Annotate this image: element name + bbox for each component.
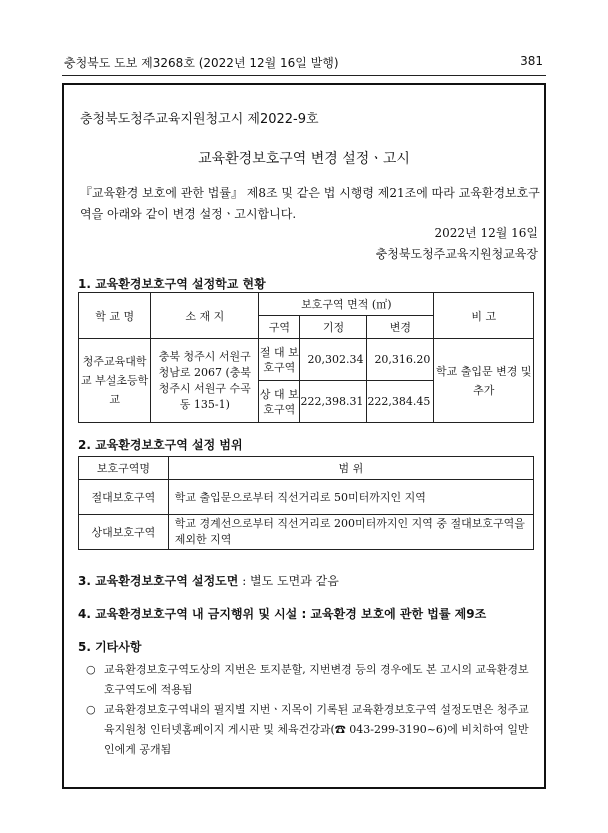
relative-changed: 222,384.45 bbox=[367, 381, 434, 423]
notice-number: 충청북도청주교육지원청고시 제2022-9호 bbox=[80, 112, 319, 127]
circle-bullet-icon: ○ bbox=[86, 663, 96, 676]
section2-heading: 2. 교육환경보호구역 설정 범위 bbox=[78, 438, 243, 452]
gazette-header: 충청북도 도보 제3268호 (2022년 12월 16일 발행) bbox=[64, 56, 339, 70]
section3 bbox=[78, 572, 339, 589]
header-school: 학 교 명 bbox=[79, 293, 151, 339]
note-text: 교육환경보호구역내의 필지별 지번ㆍ지목이 기록된 교육환경보호구역 설정도면은 청주교육지원청 인터넷홈페이지 게시판 및 체육건강과(☎ 043-299-3190~6)에 비치하여 일반인에게 공개됨 bbox=[104, 703, 529, 756]
header-zone-name: 보호구역명 bbox=[79, 457, 169, 480]
header-range: 범 위 bbox=[168, 457, 533, 480]
note-item bbox=[86, 700, 532, 760]
section1-heading: 1. 교육환경보호구역 설정학교 현황 bbox=[78, 277, 266, 291]
header-location: 소 재 지 bbox=[151, 293, 259, 339]
header-existing: 기정 bbox=[300, 316, 367, 339]
range-zone-absolute: 절대보호구역 bbox=[79, 480, 169, 515]
school-note: 학교 출입문 변경 및 추가 bbox=[434, 339, 534, 423]
relative-existing: 222,398.31 bbox=[300, 381, 367, 423]
header-changed: 변경 bbox=[367, 316, 434, 339]
range-relative: 학교 경계선으로부터 직선거리로 200미터까지인 지역 중 절대보호구역을 제외한 지역 bbox=[168, 515, 533, 550]
section4-heading: 4. 교육환경보호구역 내 금지행위 및 시설 : 교육환경 보호에 관한 법률 제9조 bbox=[78, 607, 487, 621]
section5-heading: 5. 기타사항 bbox=[78, 640, 142, 654]
notice-paragraph: 『교육환경 보호에 관한 법률』 제8조 및 같은 법 시행령 제21조에 따라 교육환경보호구역을 아래와 같이 변경 설정ㆍ고시합니다. bbox=[80, 186, 540, 221]
note-item bbox=[86, 660, 532, 700]
page-number: 381 bbox=[520, 54, 543, 68]
circle-bullet-icon: ○ bbox=[86, 703, 96, 716]
school-name: 청주교육대학교 부설초등학교 bbox=[79, 339, 151, 423]
zone-relative: 상 대 보호구역 bbox=[259, 381, 300, 423]
section3-text: : 별도 도면과 같음 bbox=[238, 574, 339, 588]
notice-title: 교육환경보호구역 변경 설정ㆍ고시 bbox=[198, 151, 410, 167]
school-table bbox=[78, 292, 534, 423]
note-text: 교육환경보호구역도상의 지번은 토지분할, 지번변경 등의 경우에도 본 고시의 교육환경보호구역도에 적용됨 bbox=[104, 663, 529, 696]
zone-absolute: 절 대 보호구역 bbox=[259, 339, 300, 381]
header-area: 보호구역 면적 (㎡) bbox=[259, 293, 434, 316]
section3-heading: 3. 교육환경보호구역 설정도면 bbox=[78, 574, 239, 588]
range-absolute: 학교 출입문으로부터 직선거리로 50미터까지인 지역 bbox=[168, 480, 533, 515]
range-zone-relative: 상대보호구역 bbox=[79, 515, 169, 550]
header-note: 비 고 bbox=[434, 293, 534, 339]
notice-issuer: 충청북도청주교육지원청교육장 bbox=[375, 247, 538, 261]
notice-date: 2022년 12월 16일 bbox=[434, 226, 538, 240]
range-table bbox=[78, 456, 534, 550]
absolute-existing: 20,302.34 bbox=[300, 339, 367, 381]
absolute-changed: 20,316.20 bbox=[367, 339, 434, 381]
header-zone: 구역 bbox=[259, 316, 300, 339]
school-location: 충북 청주시 서원구 청남로 2067 (충북 청주시 서원구 수곡동 135-1) bbox=[151, 339, 259, 423]
header-divider bbox=[62, 75, 546, 76]
